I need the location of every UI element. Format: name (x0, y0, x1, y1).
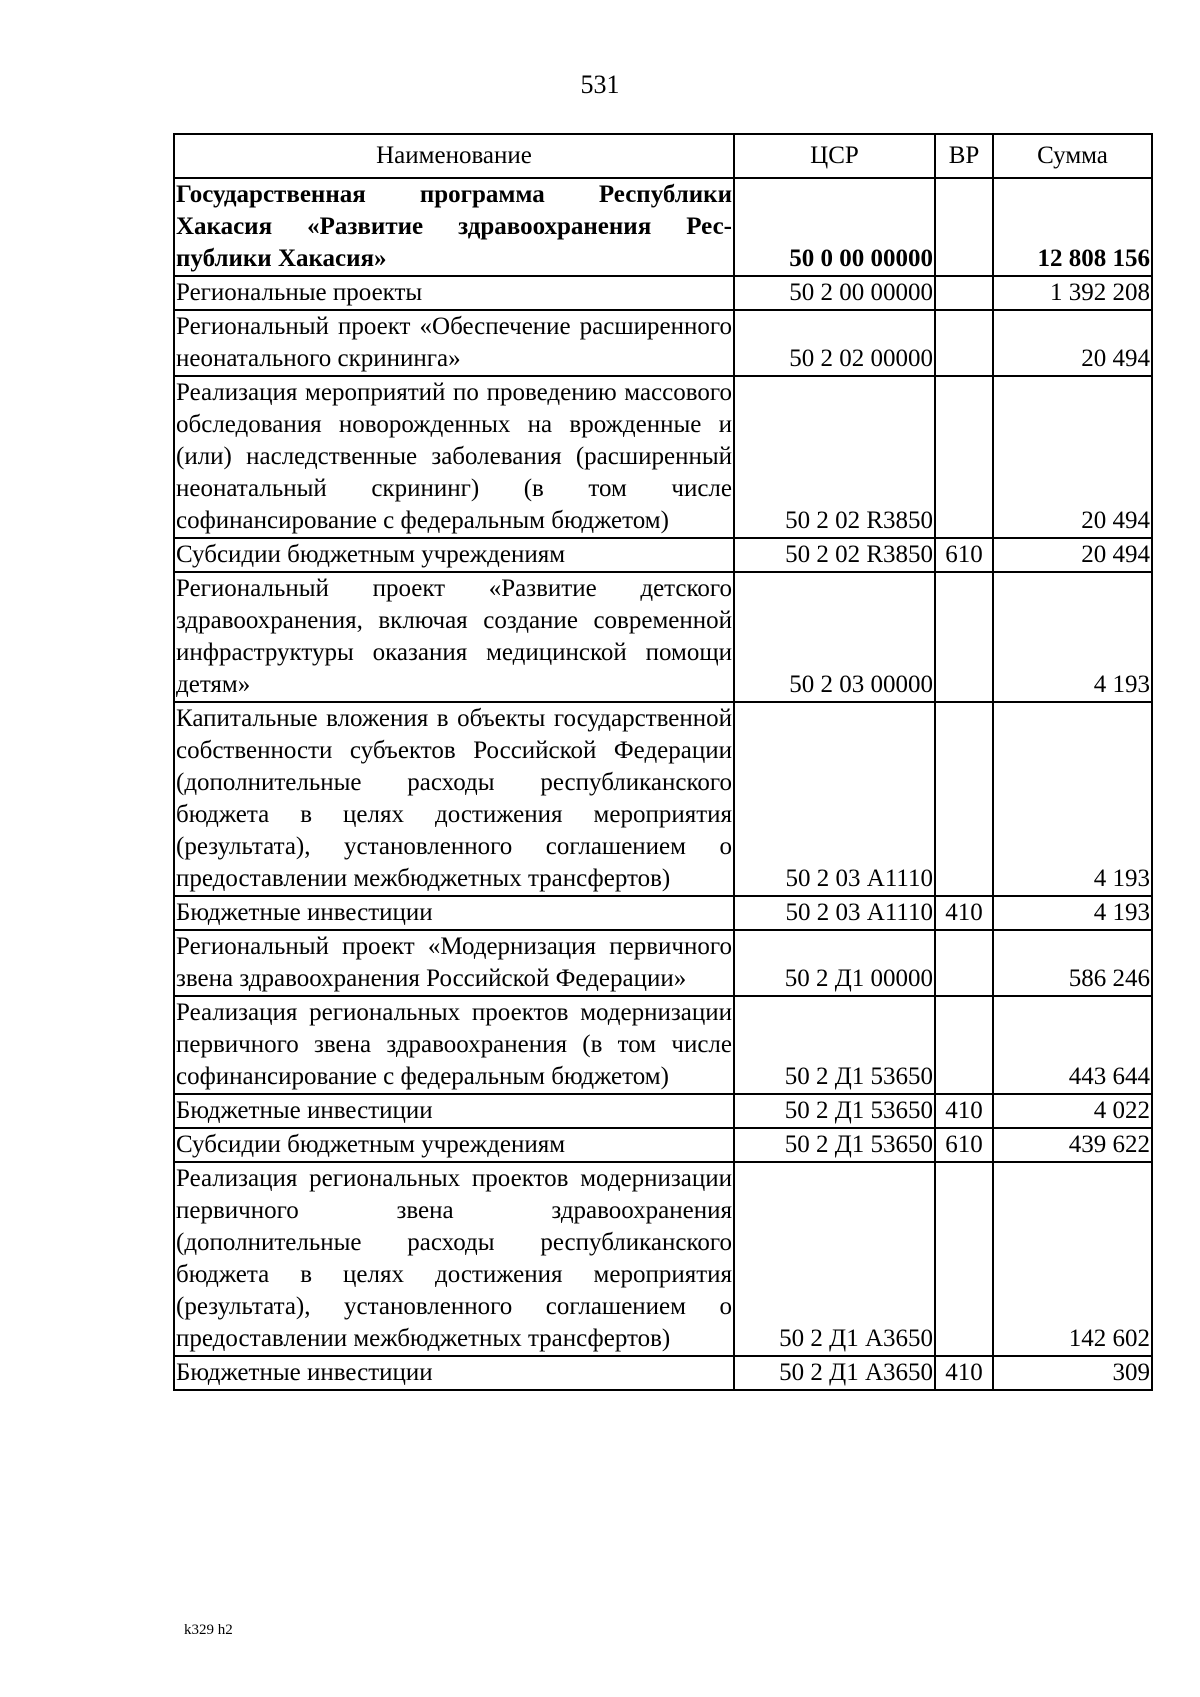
table-row (174, 310, 1152, 376)
cell-name: Региональный проект «Обеспечение расширенного неонатального скрининга» (174, 310, 734, 376)
cell-vr: 410 (935, 896, 993, 930)
cell-vr (935, 310, 993, 376)
cell-csr: 50 2 Д1 00000 (734, 930, 935, 996)
cell-sum: 20 494 (993, 376, 1152, 538)
cell-vr (935, 276, 993, 310)
cell-vr (935, 178, 993, 276)
cell-csr: 50 2 02 00000 (734, 310, 935, 376)
table-row (174, 702, 1152, 896)
cell-name: Реализация региональных проектов модернизации первичного звена здравоохранения (дополнительные расходы республиканского бюджета в целях достижения мероприятия (результата), установленного соглашением о предоставлении межбюджетных трансфертов) (174, 1162, 734, 1356)
cell-vr (935, 572, 993, 702)
table-row (174, 996, 1152, 1094)
cell-sum: 309 (993, 1356, 1152, 1390)
cell-vr (935, 702, 993, 896)
cell-csr: 50 0 00 00000 (734, 178, 935, 276)
cell-name: Региональный проект «Развитие детского здравоохранения, включая создание современной инфраструктуры оказания медицинской помощи детям» (174, 572, 734, 702)
cell-vr (935, 376, 993, 538)
table-row (174, 572, 1152, 702)
cell-sum: 443 644 (993, 996, 1152, 1094)
cell-csr: 50 2 02 R3850 (734, 538, 935, 572)
cell-csr: 50 2 Д1 А3650 (734, 1162, 935, 1356)
cell-sum: 439 622 (993, 1128, 1152, 1162)
cell-sum: 142 602 (993, 1162, 1152, 1356)
table-row (174, 1162, 1152, 1356)
cell-sum: 4 193 (993, 572, 1152, 702)
cell-csr: 50 2 03 А1110 (734, 702, 935, 896)
cell-sum: 20 494 (993, 310, 1152, 376)
cell-sum: 4 193 (993, 702, 1152, 896)
table-row (174, 930, 1152, 996)
header-sum: Сумма (993, 134, 1152, 178)
table-row (174, 538, 1152, 572)
cell-sum: 4 022 (993, 1094, 1152, 1128)
cell-name: Капитальные вложения в объекты государственной собственности субъектов Российской Федерации (дополнительные расходы республиканского бюджета в целях достижения мероприятия (результата), установленного соглашением о предоставлении межбюджетных трансфертов) (174, 702, 734, 896)
cell-name: Бюджетные инвестиции (174, 1094, 734, 1128)
budget-table (173, 133, 1153, 1391)
cell-name: Реализация мероприятий по проведению массового обследования новорожденных на врожденные и (или) наследственные заболевания (расширенный неонатальный скрининг) (в том числе софинансирование с федеральным бюджетом) (174, 376, 734, 538)
cell-vr (935, 996, 993, 1094)
cell-csr: 50 2 02 R3850 (734, 376, 935, 538)
table-row (174, 178, 1152, 276)
cell-csr: 50 2 03 00000 (734, 572, 935, 702)
cell-sum: 12 808 156 (993, 178, 1152, 276)
cell-vr (935, 930, 993, 996)
header-vr: ВР (935, 134, 993, 178)
cell-csr: 50 2 Д1 А3650 (734, 1356, 935, 1390)
table-row (174, 1356, 1152, 1390)
table-row (174, 276, 1152, 310)
cell-csr: 50 2 03 А1110 (734, 896, 935, 930)
cell-sum: 586 246 (993, 930, 1152, 996)
table-body (174, 178, 1152, 1390)
cell-name: Реализация региональных проектов модернизации первичного звена здравоохранения (в том числе софинансирование с федеральным бюджетом) (174, 996, 734, 1094)
header-name: Наименование (174, 134, 734, 178)
cell-name: Бюджетные инвестиции (174, 896, 734, 930)
cell-vr: 610 (935, 1128, 993, 1162)
cell-csr: 50 2 Д1 53650 (734, 1128, 935, 1162)
cell-vr: 410 (935, 1094, 993, 1128)
page-number: 531 (580, 70, 620, 99)
cell-name: Субсидии бюджетным учреждениям (174, 538, 734, 572)
cell-name: Бюджетные инвестиции (174, 1356, 734, 1390)
cell-vr: 610 (935, 538, 993, 572)
table-row (174, 376, 1152, 538)
cell-csr: 50 2 Д1 53650 (734, 1094, 935, 1128)
cell-sum: 4 193 (993, 896, 1152, 930)
cell-name: Региональный проект «Модернизация первичного звена здравоохранения Российской Федерации» (174, 930, 734, 996)
cell-sum: 1 392 208 (993, 276, 1152, 310)
cell-csr: 50 2 Д1 53650 (734, 996, 935, 1094)
table-row (174, 1128, 1152, 1162)
footer-code: k329 h2 (184, 1622, 233, 1638)
table-header-row (174, 134, 1152, 178)
cell-vr: 410 (935, 1356, 993, 1390)
header-csr: ЦСР (734, 134, 935, 178)
table-row (174, 896, 1152, 930)
cell-name: Государственная программа Республики Хакасия «Развитие здравоохранения Республики Хакасия» (174, 178, 734, 276)
cell-vr (935, 1162, 993, 1356)
cell-csr: 50 2 00 00000 (734, 276, 935, 310)
cell-name: Региональные проекты (174, 276, 734, 310)
cell-sum: 20 494 (993, 538, 1152, 572)
table-row (174, 1094, 1152, 1128)
cell-name: Субсидии бюджетным учреждениям (174, 1128, 734, 1162)
